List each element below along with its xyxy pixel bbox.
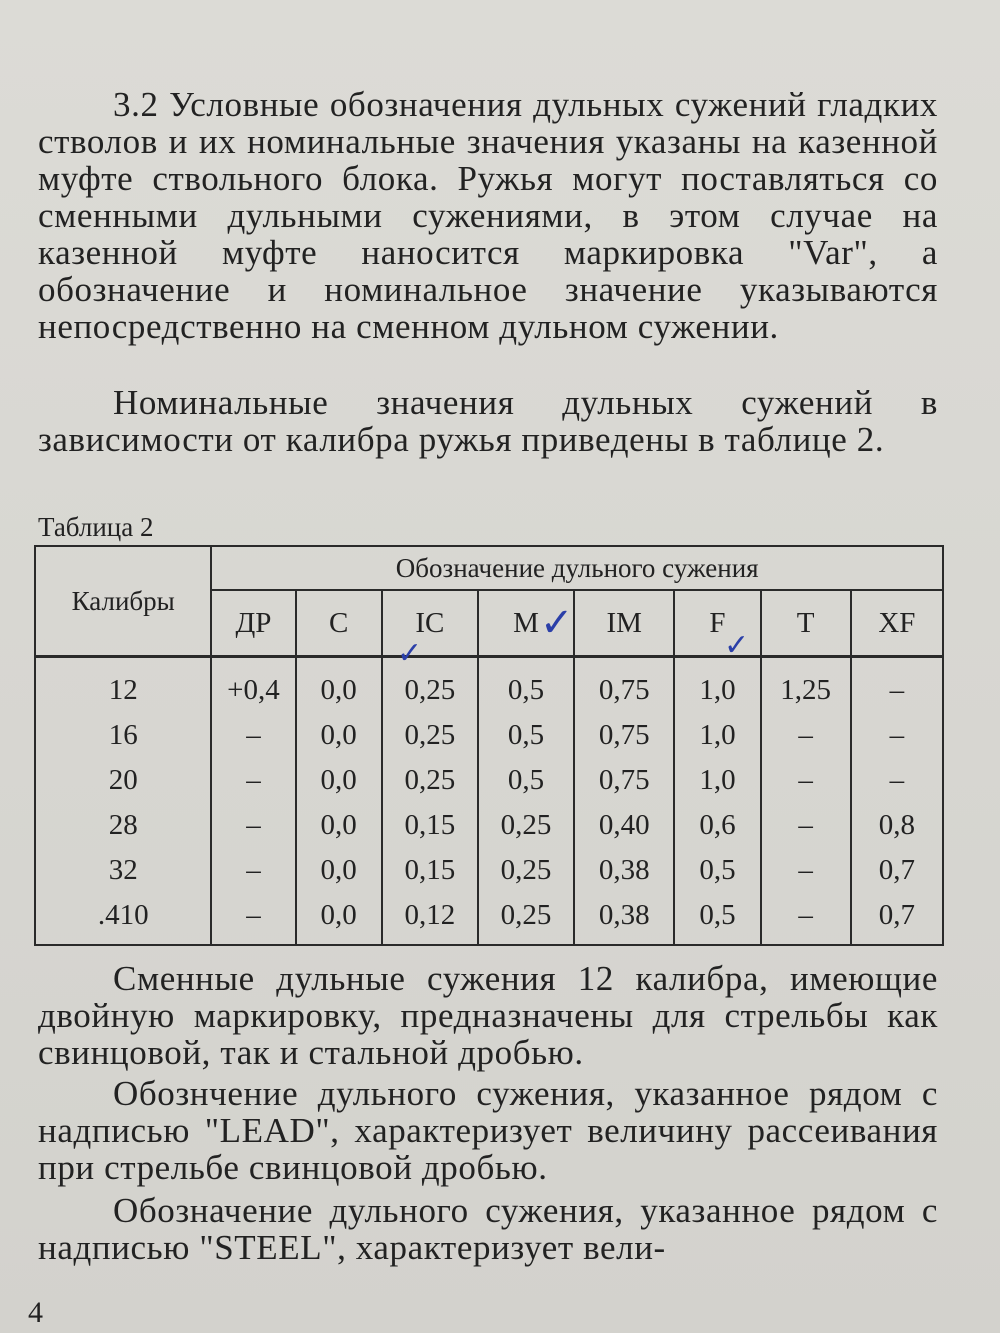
value-cell: 0,0 — [296, 848, 382, 893]
value-cell: – — [851, 657, 943, 714]
value-cell: 0,25 — [382, 657, 478, 714]
paragraph-steel: Обозначение дульного сужения, указанное рядом с надписью "STEEL", характеризует вели- — [38, 1191, 938, 1267]
value-cell: 1,0 — [674, 657, 760, 714]
column-header-3: M — [478, 590, 574, 657]
value-cell: 0,0 — [296, 803, 382, 848]
handwritten-check-f: ✓ — [724, 628, 750, 663]
table-caption: Таблица 2 — [38, 512, 154, 542]
value-cell: 0,25 — [478, 803, 574, 848]
value-cell: 0,40 — [574, 803, 674, 848]
paragraph-dual-marking: Сменные дульные сужения 12 калибра, имеющие двойную маркировку, предназначены для стрельбы как свинцовой, так и стальной дробью. — [38, 959, 938, 1072]
value-cell: 0,0 — [296, 758, 382, 803]
value-cell: 0,75 — [574, 758, 674, 803]
column-header-5: F — [674, 590, 760, 657]
value-cell: – — [211, 713, 295, 758]
column-header-7: XF — [851, 590, 943, 657]
caliber-cell: 20 — [35, 758, 211, 803]
value-cell: 0,12 — [382, 893, 478, 945]
value-cell: 0,75 — [574, 657, 674, 714]
column-header-0: ДР — [211, 590, 295, 657]
caliber-cell: 12 — [35, 657, 211, 714]
value-cell: 0,15 — [382, 803, 478, 848]
value-cell: 0,0 — [296, 657, 382, 714]
column-header-6: T — [761, 590, 851, 657]
value-cell: 0,5 — [478, 758, 574, 803]
value-cell: 0,0 — [296, 713, 382, 758]
table-row — [35, 657, 943, 714]
value-cell: 0,25 — [478, 848, 574, 893]
value-cell: 1,25 — [761, 657, 851, 714]
value-cell: – — [761, 713, 851, 758]
value-cell: 0,0 — [296, 893, 382, 945]
value-cell: +0,4 — [211, 657, 295, 714]
column-header-1: С — [296, 590, 382, 657]
value-cell: 0,25 — [478, 893, 574, 945]
handwritten-check-m: ✓ — [540, 600, 574, 646]
value-cell: 0,7 — [851, 848, 943, 893]
caliber-cell: 28 — [35, 803, 211, 848]
value-cell: 0,7 — [851, 893, 943, 945]
table-row — [35, 803, 943, 848]
value-cell: 0,5 — [478, 657, 574, 714]
value-cell: – — [851, 758, 943, 803]
value-cell: 0,25 — [382, 758, 478, 803]
paragraph-section-3-2: 3.2 Условные обозначения дульных сужений гладких стволов и их номинальные значения указаны на казенной муфте ствольного блока. Ружья могут поставляться со сменными дульными сужениями, в этом случае на казенной муфте наносится маркировка "Var", а обозначение и номинальное значение указываются непосредственно на сменном дульном сужении. — [38, 85, 938, 346]
value-cell: – — [211, 893, 295, 945]
value-cell: 0,8 — [851, 803, 943, 848]
table-row — [35, 893, 943, 945]
table-row — [35, 758, 943, 803]
value-cell: – — [761, 848, 851, 893]
caliber-cell: .410 — [35, 893, 211, 945]
paragraph-nominal-values: Номинальные значения дульных сужений в зависимости от калибра ружья приведены в таблице 2. — [38, 383, 938, 459]
value-cell: 0,75 — [574, 713, 674, 758]
paragraph-lead: Обознчение дульного сужения, указанное рядом с надписью "LEAD", характеризует величину рассеивания при стрельбе свинцовой дробью. — [38, 1074, 938, 1187]
value-cell: 0,15 — [382, 848, 478, 893]
handwritten-check-ic: ✓ — [397, 636, 423, 671]
caliber-cell: 16 — [35, 713, 211, 758]
table-row — [35, 848, 943, 893]
column-header-4: IM — [574, 590, 674, 657]
value-cell: – — [211, 803, 295, 848]
value-cell: 0,38 — [574, 848, 674, 893]
value-cell: – — [211, 848, 295, 893]
column-header-2: IC — [382, 590, 478, 657]
value-cell: – — [851, 713, 943, 758]
caliber-cell: 32 — [35, 848, 211, 893]
value-cell: – — [211, 758, 295, 803]
value-cell: 0,5 — [674, 893, 760, 945]
value-cell: 0,38 — [574, 893, 674, 945]
value-cell: 0,6 — [674, 803, 760, 848]
page-number: 4 — [28, 1296, 43, 1329]
value-cell: – — [761, 803, 851, 848]
value-cell: 0,5 — [674, 848, 760, 893]
value-cell: 1,0 — [674, 713, 760, 758]
value-cell: 0,25 — [382, 713, 478, 758]
value-cell: 0,5 — [478, 713, 574, 758]
value-cell: – — [761, 758, 851, 803]
calibers-header: Калибры — [35, 546, 211, 657]
choke-table — [34, 545, 944, 946]
table-row — [35, 713, 943, 758]
value-cell: – — [761, 893, 851, 945]
value-cell: 1,0 — [674, 758, 760, 803]
choke-designation-header: Обозначение дульного сужения — [211, 546, 943, 590]
